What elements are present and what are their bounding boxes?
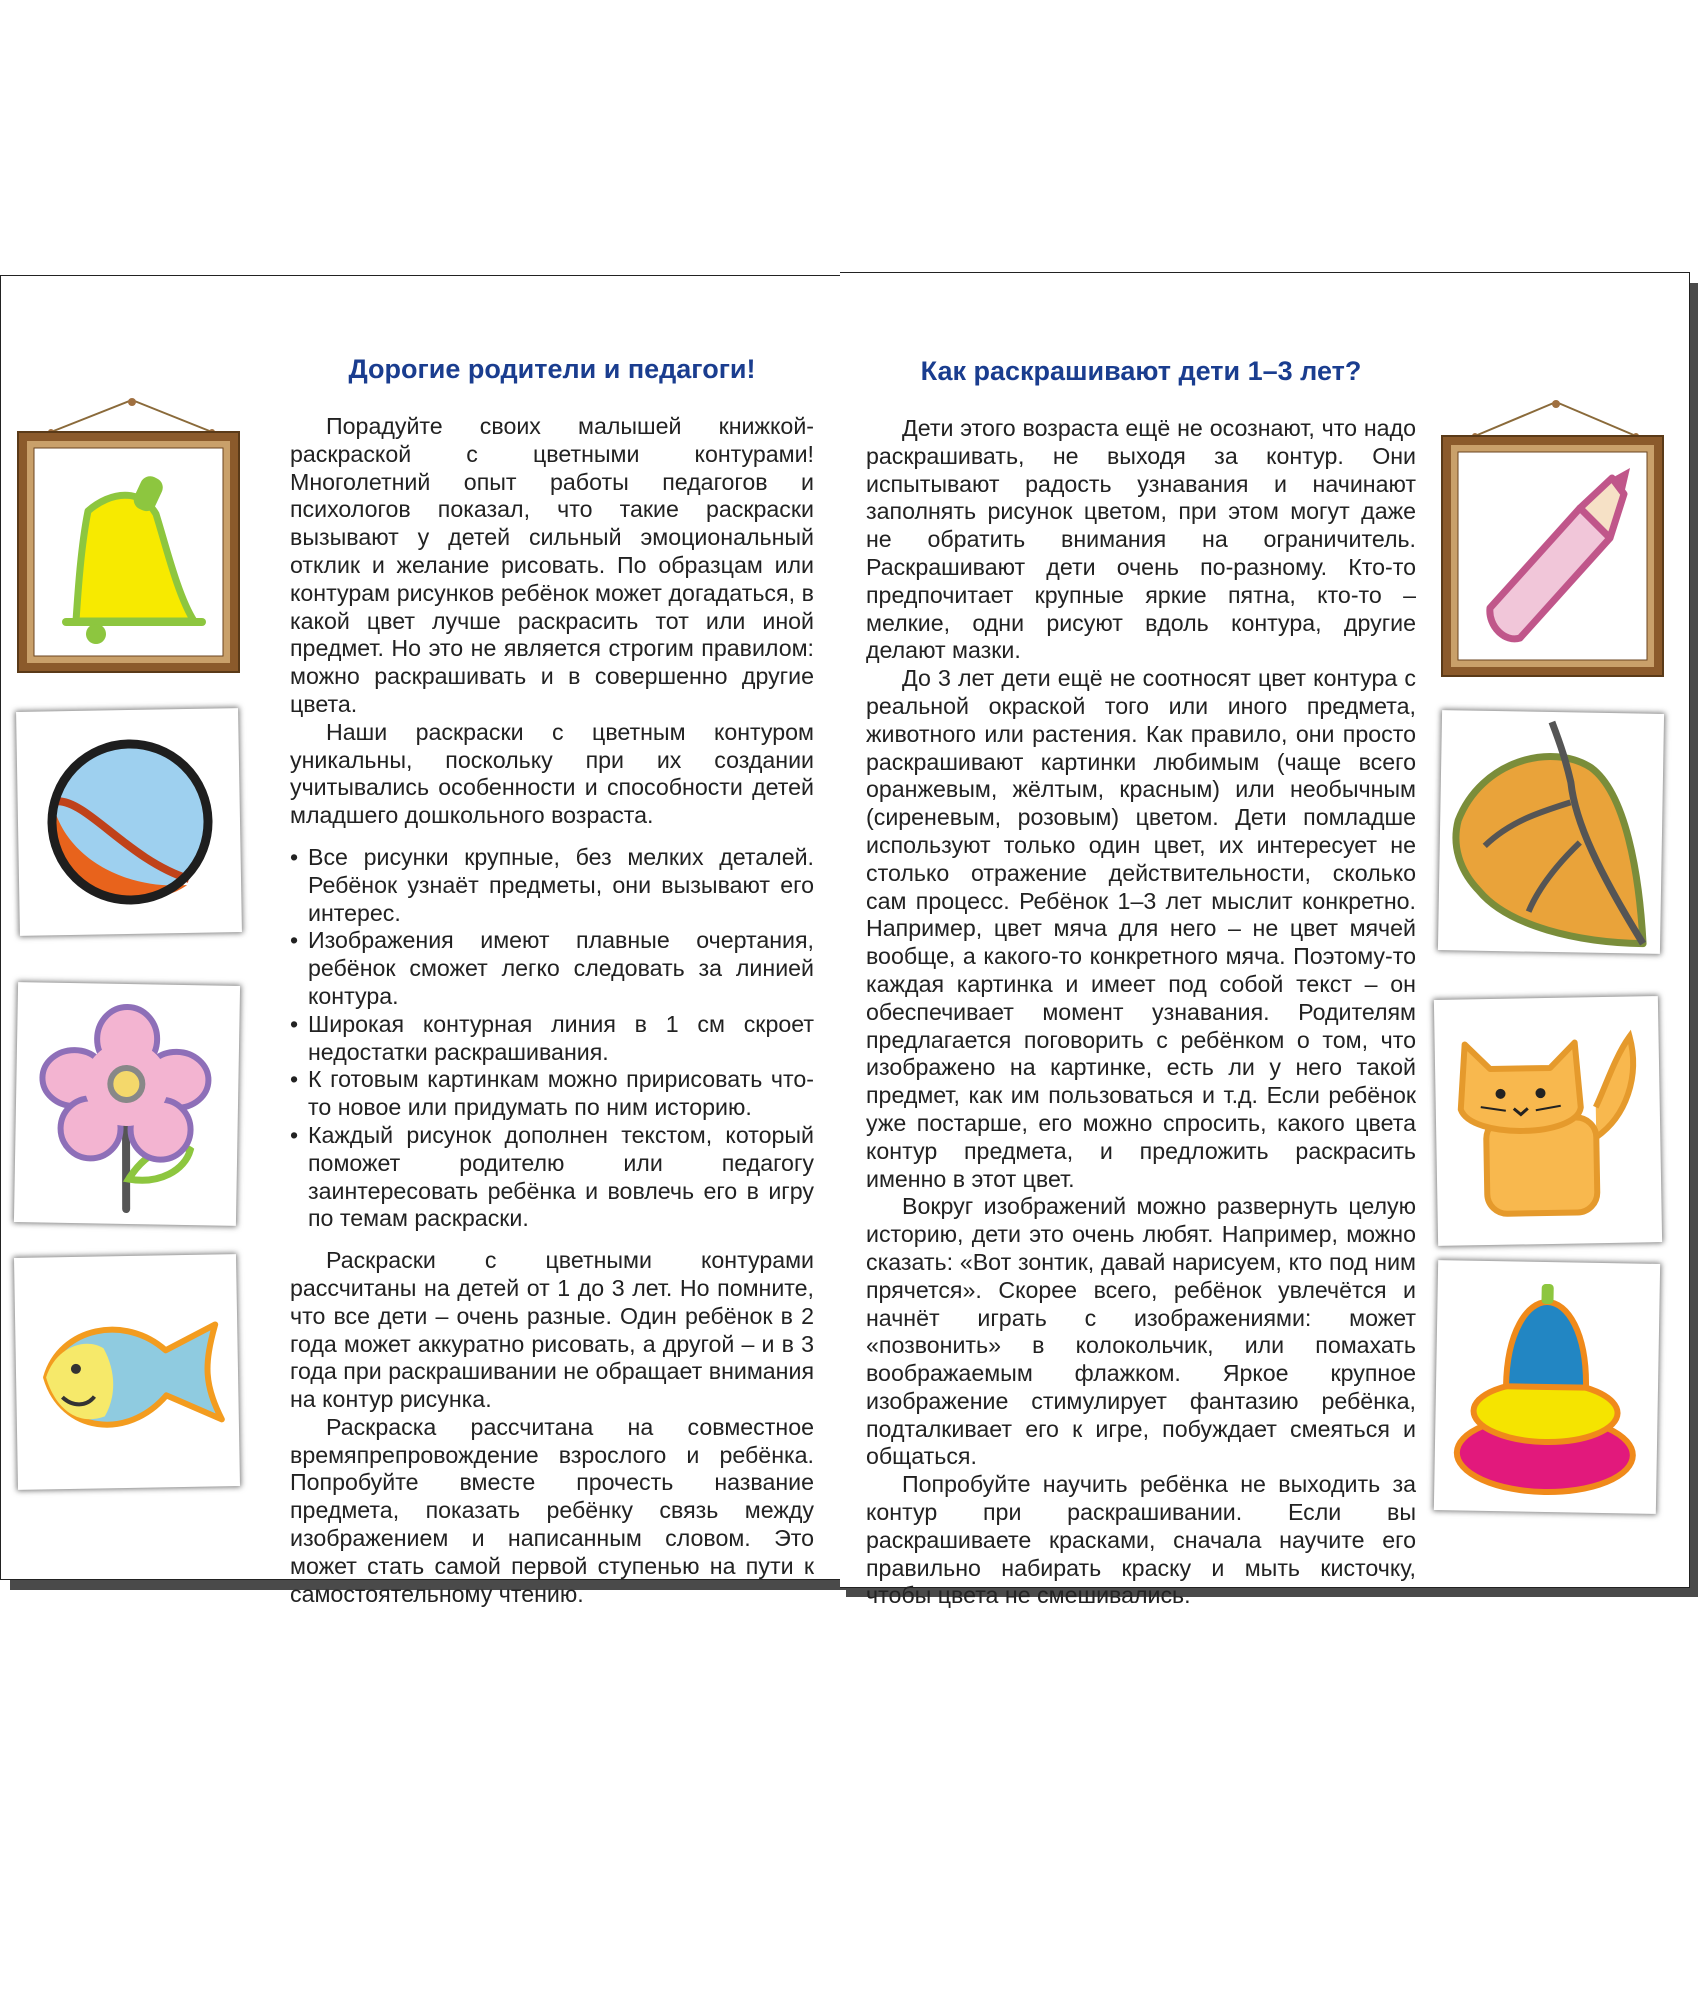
list-item: • К готовым картинкам можно пририсовать что-то новое или придумать по ним историю. xyxy=(290,1066,814,1122)
left-paragraph-2: Наши раскраски с цветным контуром уникальны, поскольку при их создании учитывались особенности и способности детей младшего дошкольного возраста. xyxy=(290,718,814,829)
card-cat xyxy=(1434,996,1662,1246)
pyramid-icon xyxy=(1434,1260,1660,1514)
list-item: • Каждый рисунок дополнен текстом, который поможет родителю или педагогу заинтересовать ребёнка и вовлечь его в игру по темам раскраски. xyxy=(290,1122,814,1233)
card-pyramid xyxy=(1434,1260,1660,1514)
left-paragraph-1: Порадуйте своих малышей книжкой-раскраской с цветными контурами! Многолетний опыт работы педагогов и психологов показал, что такие раскраски вызывают у детей сильный эмоциональный отклик и желание рисовать. По образцам или контурам рисунков ребёнок может догадаться, в какой цвет лучше раскрасить тот или иной предмет. Но это не является строгим правилом: можно раскрашивать и в совершенно другие цвета. xyxy=(290,413,814,717)
card-ball xyxy=(16,708,242,936)
right-paragraph-1: Дети этого возраста ещё не осознают, что надо раскрашивать, не выходя за контур. Они испытывают радость узнавания и начинают заполнять рисунок цветом, при этом могут даже не обратить внимания на ограничитель. Раскрашивают дети очень по-разному. Кто-то предпочитает крупные яркие пятна, кто-то – мелкие, одни рисуют вдоль контура, другие делают мазки. xyxy=(866,415,1416,664)
ball-icon xyxy=(16,708,242,936)
list-item: • Широкая контурная линия в 1 см скроет недостатки раскрашивания. xyxy=(290,1011,814,1067)
card-fish xyxy=(14,1254,240,1490)
leaf-icon xyxy=(1438,710,1664,954)
list-item: • Изображения имеют плавные очертания, ребёнок сможет легко следовать за линией контура. xyxy=(290,927,814,1010)
flower-icon xyxy=(14,982,240,1226)
left-paragraph-3: Раскраски с цветными контурами рассчитаны на детей от 1 до 3 лет. Но помните, что все дети – очень разные. Один ребёнок в 2 года может аккуратно рисовать, а другой – и в 3 года при раскрашивании не обращает внимания на контур рисунка. xyxy=(290,1247,814,1413)
right-text-column xyxy=(866,355,1416,1610)
card-leaf xyxy=(1438,710,1664,954)
right-paragraph-4: Попробуйте научить ребёнка не выходить за контур при раскрашивании. Если вы раскрашиваете красками, сначала научите его правильно набирать краску и мыть кисточку, чтобы цвета не смешивались. xyxy=(866,1471,1416,1609)
fish-icon xyxy=(14,1254,240,1490)
left-paragraph-4: Раскраска рассчитана на совместное времяпрепровождение взрослого и ребёнка. Попробуйте вместе прочесть название предмета, показать ребёнку связь между изображением и написанным словом. Это может стать самой первой ступенью на пути к самостоятельному чтению. xyxy=(290,1413,814,1607)
left-heading: Дорогие родители и педагоги! xyxy=(348,354,756,384)
left-text-column xyxy=(290,353,814,1608)
cat-icon xyxy=(1434,996,1662,1246)
left-bullet-list xyxy=(290,844,814,1233)
framed-picture-pencil xyxy=(1440,398,1665,680)
right-paragraph-2: До 3 лет дети ещё не соотносят цвет контура с реальной окраской того или иного предмета, животного или растения. Как правило, они просто раскрашивают картинки любимым (чаще всего оранжевым, жёлтым, красным) или необычным (сиреневым, розовым) цветом. Дети помладше используют только один цвет, их интересует не столько отражение действительности, сколько сам процесс. Ребёнок 1–3 лет мыслит конкретно. Например, цвет мяча для него – не цвет мячей вообще, а какого-то конкретного мяча. Поэтому-то каждая картинка и имеет под собой текст – он обеспечивает момент узнавания. Родителям предлагается поговорить с ребёнком о том, что изображено на картинке, есть ли у него такой предмет, как им пользоваться и т.д. Если ребёнок уже постарше, его можно спросить, какого цвета контур предмета, и предложить раскрасить именно в этот цвет. xyxy=(866,665,1416,1192)
list-item: • Все рисунки крупные, без мелких деталей. Ребёнок узнаёт предметы, они вызывают его интерес. xyxy=(290,844,814,927)
right-heading: Как раскрашивают дети 1–3 лет? xyxy=(920,356,1362,386)
framed-picture-bell xyxy=(16,396,241,676)
right-paragraph-3: Вокруг изображений можно развернуть целую историю, дети это очень любят. Например, можно сказать: «Вот зонтик, давай нарисуем, кто под ним прячется». Скорее всего, ребёнок увлечётся и начнёт играть с изображениями: может «позвонить» в колокольчик, или помахать воображаемым флажком. Яркое крупное изображение стимулирует фантазию ребёнка, подталкивает его к игре, побуждает смеяться и общаться. xyxy=(866,1193,1416,1470)
card-flower xyxy=(14,982,240,1226)
